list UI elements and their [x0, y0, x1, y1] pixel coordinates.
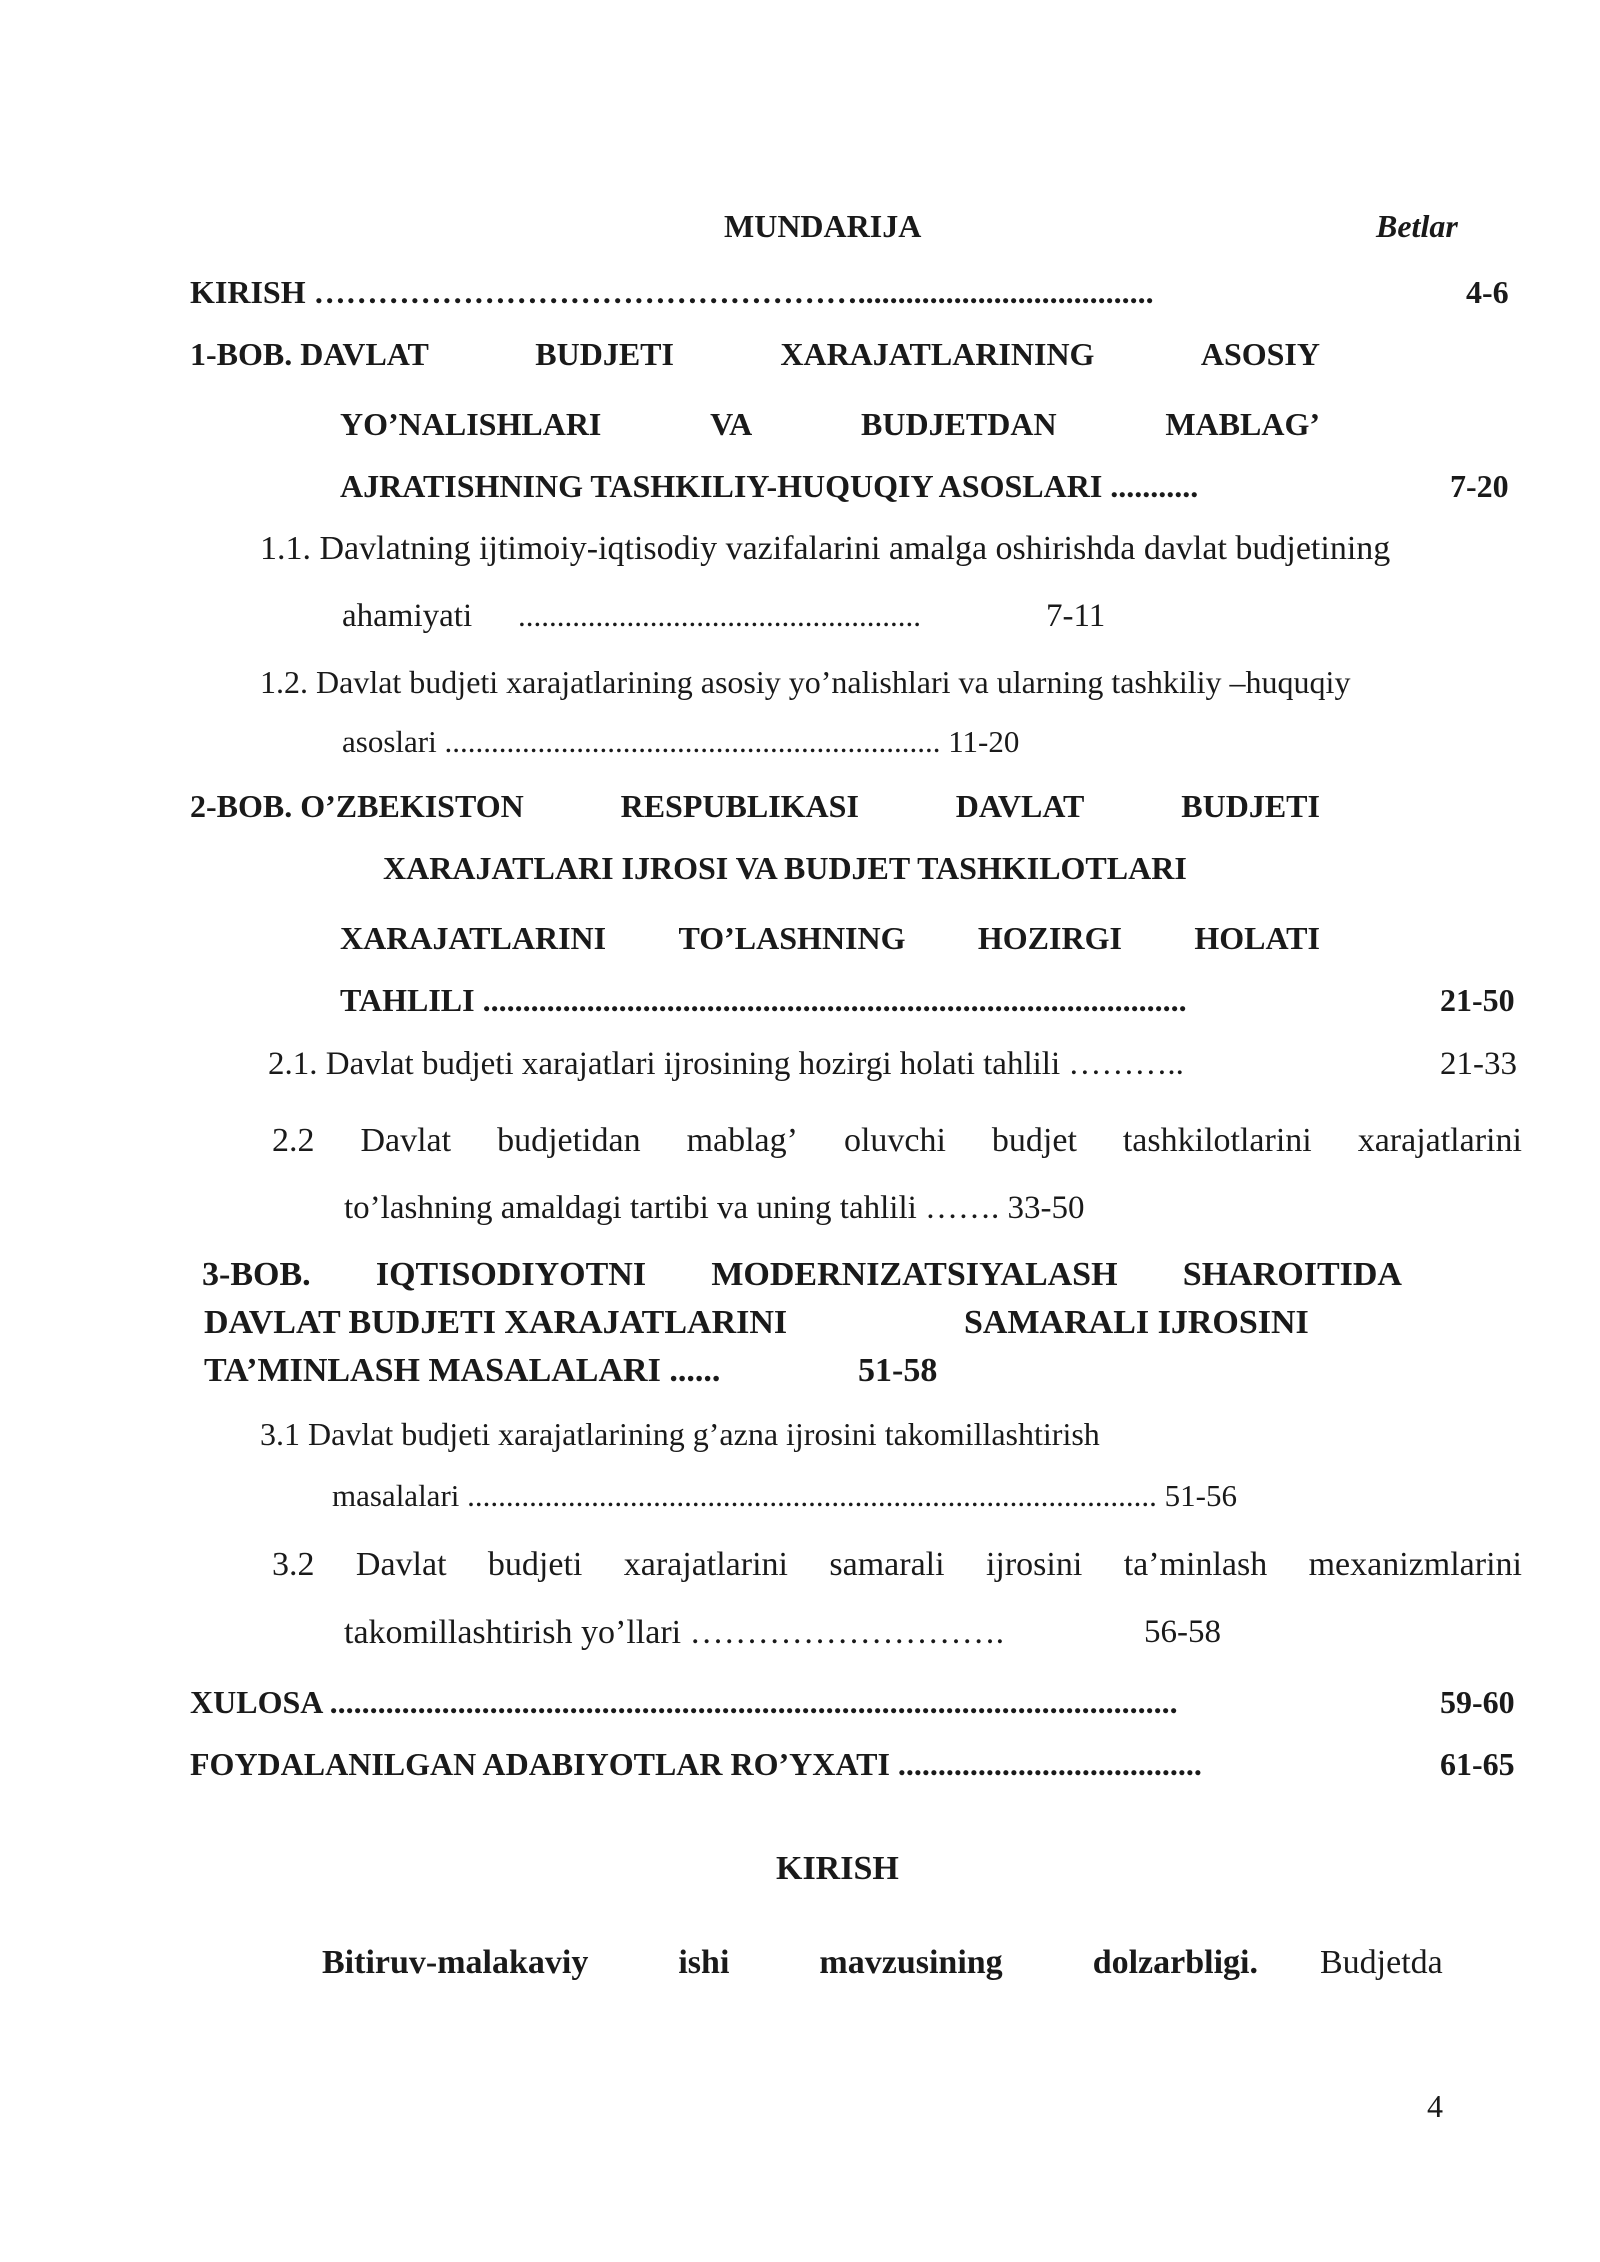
word: oluvchi — [843, 1122, 946, 1159]
toc-section-3-1[interactable]: 3.1 Davlat budjeti xarajatlarining g’azna ijrosini takomillashtirish — [260, 1416, 1100, 1452]
word: budjetidan — [497, 1122, 641, 1159]
word: XARAJATLARINI — [340, 920, 607, 956]
toc-chapter-2-line4: TAHLILI ........................................................................................ — [340, 982, 1187, 1018]
word: BUDJETI — [1181, 788, 1320, 824]
toc-entry-xulosa[interactable]: XULOSA .......................................................................................................... — [190, 1684, 1178, 1720]
section-heading: KIRISH — [776, 1850, 899, 1887]
toc-entry-kirish[interactable]: KIRISH ……………………………………………..................................... — [190, 274, 1154, 310]
word: BUDJETDAN — [861, 406, 1057, 442]
word: YO’NALISHLARI — [340, 406, 602, 442]
toc-pages-chapter-2: 21-50 — [1440, 982, 1515, 1018]
word: XARAJATLARINING — [780, 336, 1095, 372]
toc-pages-kirish: 4-6 — [1466, 274, 1509, 310]
word: dolzarbligi. — [1092, 1944, 1258, 1981]
intro-paragraph-start — [322, 1946, 1258, 1980]
word: HOZIRGI — [977, 920, 1122, 956]
word: mavzusining — [819, 1944, 1003, 1981]
word: 1-BOB. DAVLAT — [190, 336, 429, 372]
word: BUDJETI — [535, 336, 674, 372]
word: ASOSIY — [1200, 336, 1320, 372]
word: ta’minlash — [1123, 1546, 1268, 1583]
word: budjet — [991, 1122, 1077, 1159]
word: Davlat — [355, 1546, 447, 1583]
word: IQTISODIYOTNI — [375, 1256, 647, 1293]
word: RESPUBLIKASI — [620, 788, 859, 824]
toc-pages-section-3-2: 56-58 — [1144, 1614, 1221, 1650]
toc-chapter-1-line3: AJRATISHNING TASHKILIY-HUQUQIY ASOSLARI ........... — [340, 468, 1199, 504]
toc-section-1-2[interactable]: 1.2. Davlat budjeti xarajatlarining asosiy yo’nalishlari va ularning tashkiliy –huquqiy — [260, 664, 1351, 700]
toc-chapter-2-line1[interactable] — [190, 790, 1320, 822]
toc-chapter-1-line2 — [340, 408, 1320, 440]
word: mablag’ — [686, 1122, 798, 1159]
word: 3-BOB. — [202, 1256, 311, 1293]
word: 2.2 — [272, 1122, 315, 1159]
toc-section-1-1-dots: .................................................... — [518, 598, 921, 633]
word: MABLAG’ — [1165, 406, 1320, 442]
toc-pages-adabiyotlar: 61-65 — [1440, 1746, 1515, 1782]
toc-pages-section-2-1: 21-33 — [1440, 1046, 1517, 1082]
toc-chapter-3-line3: TA’MINLASH MASALALARI ...... — [204, 1352, 721, 1389]
word: Bitiruv-malakaviy — [322, 1944, 589, 1981]
word: DAVLAT — [955, 788, 1085, 824]
toc-pages-chapter-3: 51-58 — [858, 1352, 938, 1389]
toc-section-3-2[interactable] — [272, 1548, 1522, 1582]
word: budjeti — [487, 1546, 583, 1583]
toc-entry-adabiyotlar[interactable]: FOYDALANILGAN ADABIYOTLAR RO’YXATI ...................................... — [190, 1746, 1202, 1782]
word: SHAROITIDA — [1182, 1256, 1402, 1293]
word: HOLATI — [1194, 920, 1320, 956]
toc-pages-xulosa: 59-60 — [1440, 1684, 1515, 1720]
word: 2-BOB. O’ZBEKISTON — [190, 788, 524, 824]
toc-chapter-2-line2: XARAJATLARI IJROSI VA BUDJET TASHKILOTLARI — [383, 850, 1187, 886]
toc-chapter-2-line3 — [340, 922, 1320, 954]
word: xarajatlarini — [1357, 1122, 1522, 1159]
toc-chapter-3-line1[interactable] — [202, 1258, 1402, 1292]
word: samarali — [829, 1546, 945, 1583]
toc-pages-chapter-1: 7-20 — [1450, 468, 1509, 504]
toc-section-1-1[interactable]: 1.1. Davlatning ijtimoiy-iqtisodiy vazifalarini amalga oshirishda davlat budjetining — [260, 530, 1391, 567]
word: ishi — [678, 1944, 730, 1981]
toc-chapter-1-line1[interactable] — [190, 338, 1320, 370]
toc-section-2-1[interactable]: 2.1. Davlat budjeti xarajatlari ijrosining hozirgi holati tahlili ……….. — [268, 1046, 1184, 1082]
word: xarajatlarini — [623, 1546, 788, 1583]
word: mexanizmlarini — [1308, 1546, 1522, 1583]
toc-section-1-1-line2: ahamiyati — [342, 598, 473, 634]
word: tashkilotlarini — [1122, 1122, 1312, 1159]
word: MODERNIZATSIYALASH — [711, 1256, 1118, 1293]
word: 3.2 — [272, 1546, 315, 1583]
intro-paragraph-tail: Budjetda — [1320, 1944, 1443, 1981]
pages-column-label: Betlar — [1376, 208, 1458, 244]
toc-section-3-2-line2: takomillashtirish yo’llari ………………………. — [344, 1614, 1005, 1651]
toc-section-2-2[interactable] — [272, 1124, 1522, 1158]
toc-chapter-3-line2b: SAMARALI IJROSINI — [964, 1304, 1309, 1341]
word: TO’LASHNING — [678, 920, 906, 956]
word: VA — [710, 406, 753, 442]
page-number: 4 — [1427, 2088, 1443, 2124]
word: ijrosini — [985, 1546, 1083, 1583]
word: Davlat — [360, 1122, 452, 1159]
toc-chapter-3-line2a: DAVLAT BUDJETI XARAJATLARINI — [204, 1304, 788, 1341]
toc-section-1-2-line2: asoslari ................................................................ 11-20 — [342, 724, 1020, 759]
toc-section-2-2-line2: to’lashning amaldagi tartibi va uning tahlili ……. 33-50 — [344, 1190, 1085, 1226]
toc-section-3-1-line2: masalalari ......................................................................................... 51-56 — [332, 1478, 1237, 1513]
toc-title: MUNDARIJA — [724, 208, 922, 244]
toc-pages-section-1-1: 7-11 — [1046, 598, 1106, 634]
